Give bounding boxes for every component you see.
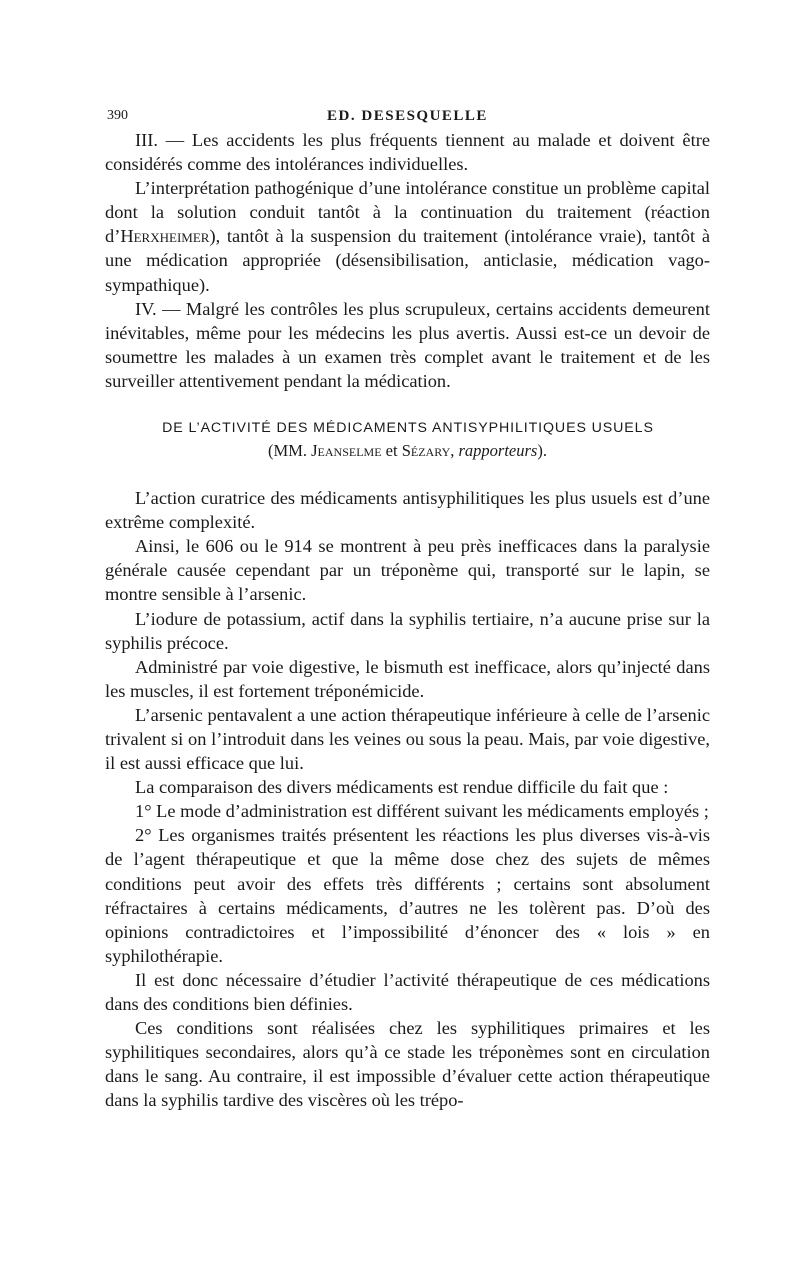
author-jeanselme: Jeanselme xyxy=(311,441,382,461)
running-head xyxy=(105,104,710,128)
paragraph-complexity: L’action curatrice des médicaments antisyphilitiques les plus usuels est d’une extrême complexité. xyxy=(105,488,710,533)
byline-open: (MM. xyxy=(268,441,312,461)
paragraph-point-1: 1° Le mode d’administration est différent suivant les médicaments employés ; xyxy=(135,801,709,822)
byline-close: ). xyxy=(537,441,547,461)
paragraph-interpretation-after: ), tantôt à la suspension du traitement (intolérance vraie), tantôt à une médication appropriée (désensibilisation, anticlasie, médication vago-sympathique). xyxy=(105,226,710,295)
paragraph-comparison: La comparaison des divers médicaments est rendue difficile du fait que : xyxy=(135,777,669,798)
paragraph-controls: IV. — Malgré les contrôles les plus scrupuleux, certains accidents demeurent inévitables, même pour les médecins les plus avertis. Aussi est-ce un devoir de soumettre les malades à un examen très complet avant le traitement et de les surveiller attentivement pendant la médication. xyxy=(105,298,710,391)
byline-sep: , xyxy=(450,441,459,461)
paragraph-interpretation xyxy=(105,176,710,296)
paragraph-necessity: Il est donc nécessaire d’étudier l’activité thérapeutique de ces médications dans des conditions bien définies. xyxy=(105,969,710,1014)
running-title: ED. DESESQUELLE xyxy=(327,108,488,124)
paragraph-conditions: Ces conditions sont réalisées chez les syphilitiques primaires et les syphilitiques secondaires, alors qu’à ce stade les tréponèmes sont en circulation dans le sang. Au contraire, il est impossible d’évaluer cette action thérapeutique dans la syphilis tardive des viscères où les trépo- xyxy=(105,1018,710,1111)
paragraph-606-914: Ainsi, le 606 ou le 914 se montrent à peu près inefficaces dans la paralysie générale causée cependant par un tréponème qui, transporté sur le lapin, se montre sensible à l’arsenic. xyxy=(105,536,710,605)
section-heading: DE L’ACTIVITÉ DES MÉDICAMENTS ANTISYPHILITIQUES USUELS xyxy=(162,420,654,437)
section-byline xyxy=(105,440,710,462)
intro-text xyxy=(105,128,710,393)
byline-role: rapporteurs xyxy=(458,441,538,461)
section-body xyxy=(105,486,710,1112)
book-page xyxy=(105,104,710,1112)
author-herxheimer: Herxheimer xyxy=(120,226,210,247)
paragraph-intolerances: III. — Les accidents les plus fréquents tiennent au malade et doivent être considérés comme des intolérances individuelles. xyxy=(105,130,710,175)
author-sezary: Sézary xyxy=(401,441,451,461)
paragraph-arsenic: L’arsenic pentavalent a une action thérapeutique inférieure à celle de l’arsenic trivalent si on l’introduit dans les veines ou sous la peau. Mais, par voie digestive, il est aussi efficace que lui. xyxy=(105,704,710,774)
page-number: 390 xyxy=(107,108,128,123)
paragraph-iodure: L’iodure de potassium, actif dans la syphilis tertiaire, n’a aucune prise sur la syphilis précoce. xyxy=(105,608,710,653)
byline-and: et xyxy=(381,441,402,461)
paragraph-bismuth: Administré par voie digestive, le bismuth est inefficace, alors qu’injecté dans les muscles, il est fortement tréponémicide. xyxy=(105,656,710,701)
section-spacer xyxy=(105,393,710,417)
paragraph-point-2: 2° Les organismes traités présentent les réactions les plus diverses vis-à-vis de l’agent thérapeutique et que la même dose chez des sujets de mêmes conditions peut avoir des effets très différents ; certains sont absolument réfractaires à certains médicaments, d’autres ne les tolèrent pas. D’où des opinions contradictoires et l’impossibilité d’énoncer des « lois » en syphilothérapie. xyxy=(105,825,710,966)
paragraph-interpretation-before: L’interprétation pathogénique d’une intolérance constitue un problème capital dont la solution conduit tantôt à la continuation du traitement (réaction d’ xyxy=(105,178,710,247)
